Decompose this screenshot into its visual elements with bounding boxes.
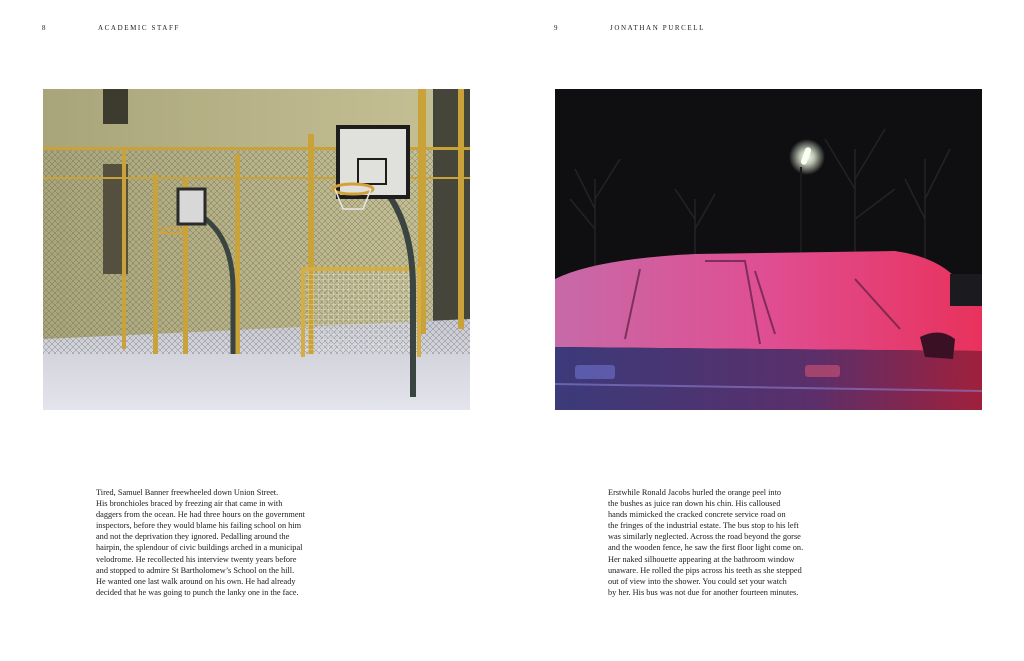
photo-snowy-car	[555, 89, 982, 410]
text-line: decided that he was going to punch the lanky one in the face.	[96, 587, 299, 597]
left-body-paragraph	[96, 487, 336, 598]
text-line: Her naked silhouette appearing at the bathroom window	[608, 554, 795, 564]
text-line: and not the deprivation they ignored. Pedalling around the	[96, 532, 290, 542]
text-line: the fringes of the industrial estate. The bus stop to his left	[608, 521, 799, 531]
text-line: He wanted one last walk around on his own. He had already	[96, 576, 296, 586]
right-page	[512, 0, 1024, 661]
basketball-court-image	[43, 89, 470, 410]
text-line: velodrome. He recollected his interview twenty years before	[96, 554, 297, 564]
text-line: Erstwhile Ronald Jacobs hurled the orange peel into	[608, 488, 782, 497]
page-number-left: 8	[42, 24, 46, 32]
text-line: daggers from the ocean. He had three hours on the government	[96, 510, 305, 520]
text-line: unaware. He rolled the pips across his teeth as she stepped	[608, 565, 802, 575]
snowy-car-image	[555, 89, 982, 410]
text-line: His bronchioles braced by freezing air that came in with	[96, 499, 283, 509]
text-line: and the wooden fence, he saw the first floor light come on.	[608, 543, 804, 553]
text-line: hairpin, the splendour of civic buildings arched in a municipal	[96, 543, 303, 553]
text-line: was similarly neglected. Across the road beyond the gorse	[608, 532, 801, 542]
text-line: the bushes as juice ran down his chin. His calloused	[608, 499, 781, 509]
page-number-right: 9	[554, 24, 558, 32]
running-head-left: ACADEMIC STAFF	[98, 24, 180, 32]
text-line: Tired, Samuel Banner freewheeled down Union Street.	[96, 488, 279, 497]
photo-basketball-court	[43, 89, 470, 410]
text-line: and stopped to admire St Bartholomew’s School on the hill.	[96, 565, 295, 575]
text-line: inspectors, before they would blame his failing school on him	[96, 521, 302, 531]
text-line: out of view into the shower. You could set your watch	[608, 576, 787, 586]
right-body-paragraph	[608, 487, 848, 598]
text-line: by her. His bus was not due for another fourteen minutes.	[608, 587, 799, 597]
running-head-right: JONATHAN PURCELL	[610, 24, 706, 32]
text-line: hands mimicked the cracked concrete service road on	[608, 510, 786, 520]
